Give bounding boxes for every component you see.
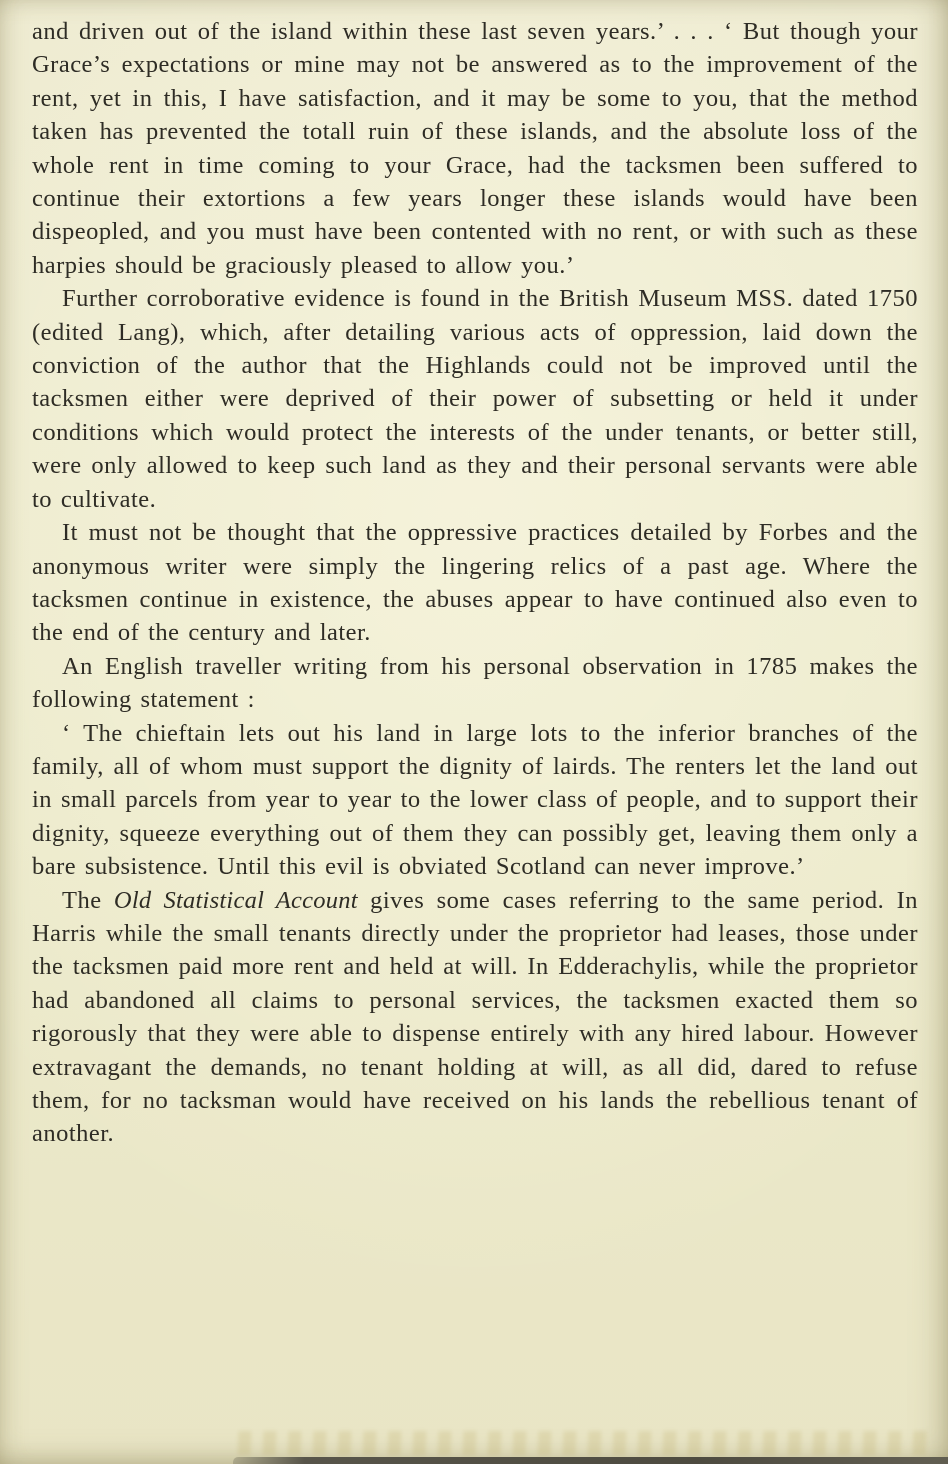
scan-edge-shadow <box>233 1457 948 1464</box>
paragraph-6-text-after: gives some cases referring to the same period. In Harris while the small tenants directly under the proprietor had leases, those under the tacksmen paid more rent and held at will. In Edderachylis, while the proprietor had abandoned all claims to personal services, the tacksmen exacted them so rigorously that they were able to dispense entirely with any hired labour. However extravagant the demands, no tenant holding at will, as all did, dared to refuse them, for no tacksman would have received on his lands the rebellious tenant of another. <box>32 886 918 1148</box>
paragraph-1: and driven out of the island within these last seven years.’ . . . ‘ But though your Grace’s expectations or mine may not be answered as to the improvement of the rent, yet in this, I have satisfaction, and it may be some to you, that the method taken has prevented the totall ruin of these islands, and the absolute loss of the whole rent in time coming to your Grace, had the tacksmen been suffered to continue their extortions a few years longer these islands would have been dispeopled, and you must have been contented with no rent, or with such as these harpies should be graciously pleased to allow you.’ <box>32 18 918 279</box>
ink-bleed-through <box>238 1431 937 1455</box>
paragraph-3: It must not be thought that the oppressive practices detailed by Forbes and the anonymous writer were simply the lingering relics of a past age. Where the tacksmen continue in existence, the abuses appear to have continued also even to the end of the century and later. <box>32 519 918 647</box>
page-text-block <box>32 15 918 1151</box>
paragraph-6 <box>32 884 918 1151</box>
paragraph-2: Further corroborative evidence is found in the British Museum MSS. dated 1750 (edited Lang), which, after detailing various acts of oppression, laid down the conviction of the author that the Highlands could not be improved until the tacksmen either were deprived of their power of subsetting or held it under conditions which would protect the interests of the under tenants, or better still, were only allowed to keep such land as they and their personal servants were able to cultivate. <box>32 285 918 513</box>
paragraph-5: ‘ The chieftain lets out his land in large lots to the inferior branches of the family, all of whom must support the dignity of lairds. The renters let the land out in small parcels from year to year to the lower class of people, and to support their dignity, squeeze everything out of them they can possibly get, leaving them only a bare subsistence. Until this evil is obviated Scotland can never improve.’ <box>32 719 918 881</box>
paragraph-4: An English traveller writing from his personal observation in 1785 makes the following statement : <box>32 652 918 714</box>
italic-book-title: Old Statistical Account <box>113 886 358 914</box>
paragraph-6-text-before: The <box>62 886 114 914</box>
